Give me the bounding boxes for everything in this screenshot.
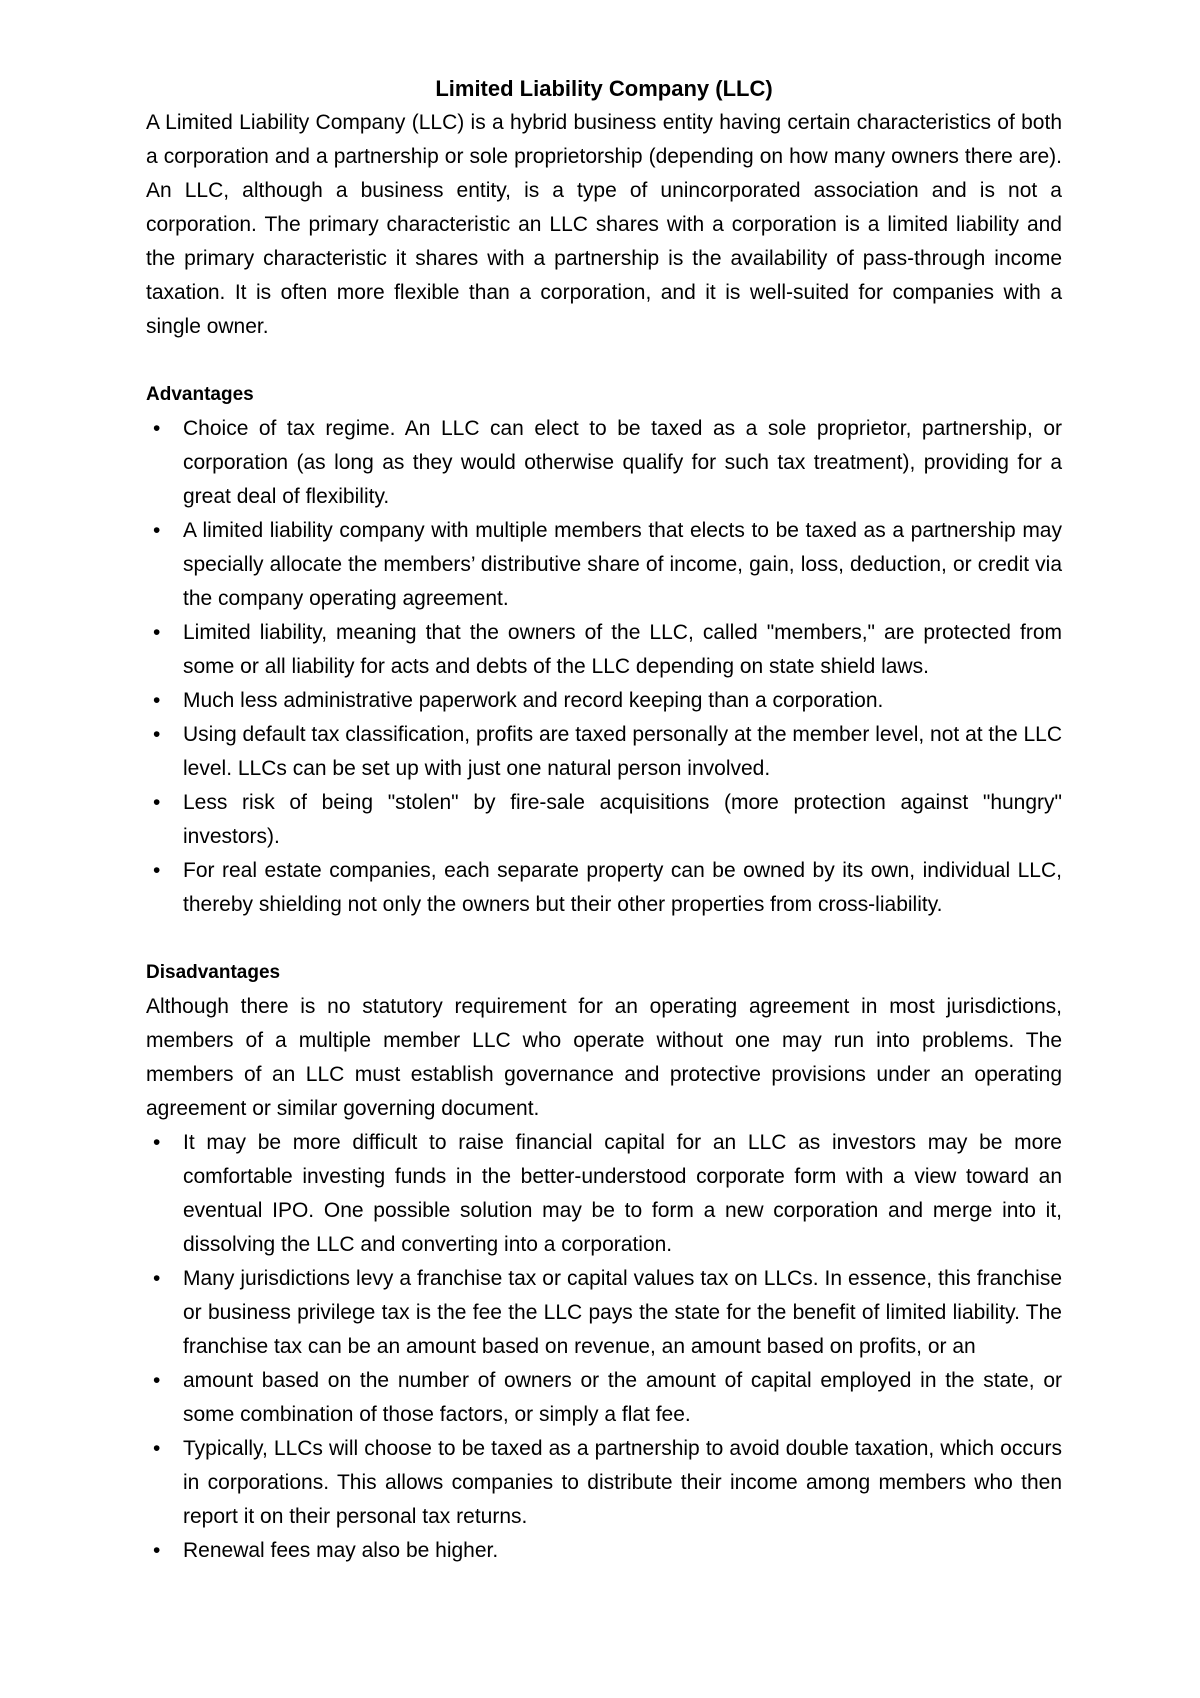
- advantages-list: [146, 412, 1062, 922]
- disadvantages-list: [146, 1126, 1062, 1568]
- list-item-text: It may be more difficult to raise financial capital for an LLC as investors may be more comfortable investing funds in the better-understood corporate form with a view toward an eventual IPO. One possible solution may be to form a new corporation and merge into it, dissolving the LLC and converting into a corporation.: [183, 1131, 1062, 1256]
- list-item-text: Renewal fees may also be higher.: [183, 1539, 499, 1562]
- list-item: [146, 718, 1062, 786]
- bullet-icon: •: [153, 1369, 161, 1392]
- list-item-text: Using default tax classification, profits are taxed personally at the member level, not at the LLC level. LLCs can be set up with just one natural person involved.: [183, 723, 1062, 780]
- bullet-icon: •: [153, 1539, 161, 1562]
- spacer: [146, 344, 1062, 378]
- list-item-text: A limited liability company with multiple members that elects to be taxed as a partnership may specially allocate the members’ distributive share of income, gain, loss, deduction, or credit via the company operating agreement.: [183, 519, 1062, 610]
- list-item: [146, 684, 1062, 718]
- list-item-text: Choice of tax regime. An LLC can elect to be taxed as a sole proprietor, partnership, or corporation (as long as they would otherwise qualify for such tax treatment), providing for a great deal of flexibility.: [183, 417, 1062, 508]
- bullet-icon: •: [153, 1131, 161, 1154]
- advantages-heading: Advantages: [146, 384, 254, 405]
- list-item-text: For real estate companies, each separate property can be owned by its own, individual LLC, thereby shielding not only the owners but their other properties from cross-liability.: [183, 859, 1062, 916]
- bullet-icon: •: [153, 519, 161, 542]
- bullet-icon: •: [153, 417, 161, 440]
- list-item: [146, 412, 1062, 514]
- bullet-icon: •: [153, 689, 161, 712]
- list-item-text: Less risk of being "stolen" by fire-sale acquisitions (more protection against "hungry" investors).: [183, 791, 1062, 848]
- bullet-icon: •: [153, 859, 161, 882]
- list-item: [146, 1432, 1062, 1534]
- list-item: [146, 1534, 1062, 1568]
- list-item: [146, 1126, 1062, 1262]
- list-item: [146, 786, 1062, 854]
- list-item-text: Typically, LLCs will choose to be taxed as a partnership to avoid double taxation, which occurs in corporations. This allows companies to distribute their income among members who then report it on their personal tax returns.: [183, 1437, 1062, 1528]
- disadvantages-heading: Disadvantages: [146, 962, 281, 983]
- document-title: Limited Liability Company (LLC): [435, 76, 773, 101]
- disadvantages-intro: Although there is no statutory requirement for an operating agreement in most jurisdictions, members of a multiple member LLC who operate without one may run into problems. The members of an LLC must establish governance and protective provisions under an operating agreement or similar governing document.: [146, 995, 1062, 1120]
- bullet-icon: •: [153, 723, 161, 746]
- bullet-icon: •: [153, 621, 161, 644]
- bullet-icon: •: [153, 791, 161, 814]
- list-item: [146, 854, 1062, 922]
- bullet-icon: •: [153, 1437, 161, 1460]
- list-item: [146, 514, 1062, 616]
- list-item-text: Much less administrative paperwork and record keeping than a corporation.: [183, 689, 884, 712]
- list-item-text: amount based on the number of owners or the amount of capital employed in the state, or some combination of those factors, or simply a flat fee.: [183, 1369, 1062, 1426]
- intro-paragraph: A Limited Liability Company (LLC) is a hybrid business entity having certain characteristics of both a corporation and a partnership or sole proprietorship (depending on how many owners there are). An LLC, although a business entity, is a type of unincorporated association and is not a corporation. The primary characteristic an LLC shares with a corporation is a limited liability and the primary characteristic it shares with a partnership is the availability of pass-through income taxation. It is often more flexible than a corporation, and it is well-suited for companies with a single owner.: [146, 111, 1062, 338]
- list-item: [146, 1364, 1062, 1432]
- spacer: [146, 922, 1062, 956]
- list-item: [146, 616, 1062, 684]
- list-item: [146, 1262, 1062, 1364]
- list-item-text: Limited liability, meaning that the owners of the LLC, called "members," are protected from some or all liability for acts and debts of the LLC depending on state shield laws.: [183, 621, 1062, 678]
- list-item-text: Many jurisdictions levy a franchise tax or capital values tax on LLCs. In essence, this franchise or business privilege tax is the fee the LLC pays the state for the benefit of limited liability. The franchise tax can be an amount based on revenue, an amount based on profits, or an: [183, 1267, 1062, 1358]
- bullet-icon: •: [153, 1267, 161, 1290]
